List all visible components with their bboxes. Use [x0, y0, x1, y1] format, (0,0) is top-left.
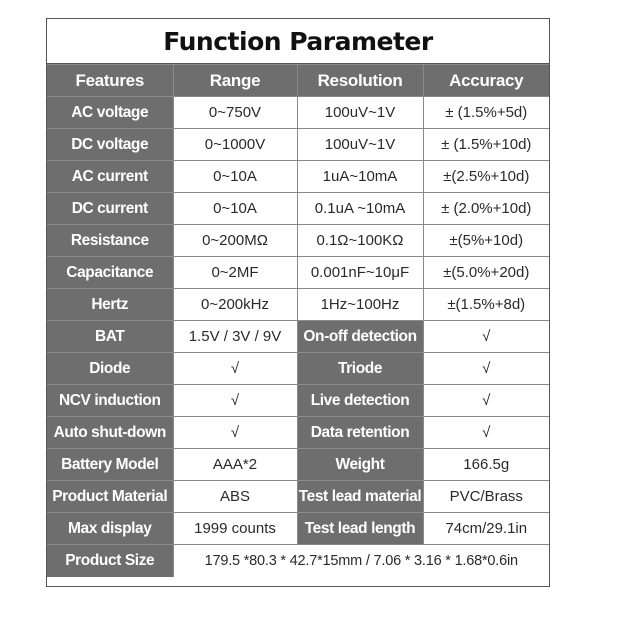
accuracy-value: ±(2.5%+10d): [423, 161, 549, 193]
feature-label: NCV induction: [47, 385, 173, 417]
spec-table: [47, 64, 549, 577]
feature-value: √: [173, 417, 297, 449]
table-row: [47, 513, 549, 545]
header-accuracy: Accuracy: [423, 65, 549, 97]
table-row: [47, 97, 549, 129]
feature-label: Max display: [47, 513, 173, 545]
feature-label: Battery Model: [47, 449, 173, 481]
resolution-value: 1uA~10mA: [297, 161, 423, 193]
feature-value: 1.5V / 3V / 9V: [173, 321, 297, 353]
accuracy-value: ± (2.0%+10d): [423, 193, 549, 225]
header-resolution: Resolution: [297, 65, 423, 97]
table-row: [47, 321, 549, 353]
resolution-value: 1Hz~100Hz: [297, 289, 423, 321]
feature-label: BAT: [47, 321, 173, 353]
feature-label: Auto shut-down: [47, 417, 173, 449]
table-row: [47, 225, 549, 257]
feature-label: Capacitance: [47, 257, 173, 289]
feature-label: AC current: [47, 161, 173, 193]
table-row: [47, 289, 549, 321]
resolution-value: 0.1Ω~100KΩ: [297, 225, 423, 257]
feature-value: 166.5g: [423, 449, 549, 481]
feature-label: Test lead length: [297, 513, 423, 545]
resolution-value: 0.001nF~10μF: [297, 257, 423, 289]
feature-label: Product Material: [47, 481, 173, 513]
range-value: 0~10A: [173, 161, 297, 193]
range-value: 0~10A: [173, 193, 297, 225]
feature-value: 74cm/29.1in: [423, 513, 549, 545]
feature-label: Resistance: [47, 225, 173, 257]
table-row: [47, 545, 549, 577]
table-row: [47, 129, 549, 161]
accuracy-value: ±(5%+10d): [423, 225, 549, 257]
header-features: Features: [47, 65, 173, 97]
feature-value: √: [173, 385, 297, 417]
table-row: [47, 449, 549, 481]
feature-label: Triode: [297, 353, 423, 385]
table-title: Function Parameter: [47, 19, 549, 64]
table-row: [47, 161, 549, 193]
product-size-value: 179.5 *80.3 * 42.7*15mm / 7.06 * 3.16 * 1.68*0.6in: [173, 545, 549, 577]
resolution-value: 100uV~1V: [297, 97, 423, 129]
feature-label: Weight: [297, 449, 423, 481]
accuracy-value: ±(5.0%+20d): [423, 257, 549, 289]
table-row: [47, 417, 549, 449]
feature-label: Diode: [47, 353, 173, 385]
feature-label: DC current: [47, 193, 173, 225]
range-value: 0~1000V: [173, 129, 297, 161]
accuracy-value: ±(1.5%+8d): [423, 289, 549, 321]
feature-label: Product Size: [47, 545, 173, 577]
feature-value: ABS: [173, 481, 297, 513]
feature-value: √: [423, 321, 549, 353]
feature-label: Test lead material: [297, 481, 423, 513]
feature-value: √: [423, 353, 549, 385]
range-value: 0~2MF: [173, 257, 297, 289]
feature-label: Hertz: [47, 289, 173, 321]
resolution-value: 100uV~1V: [297, 129, 423, 161]
feature-label: Data retention: [297, 417, 423, 449]
feature-label: Live detection: [297, 385, 423, 417]
feature-value: PVC/Brass: [423, 481, 549, 513]
feature-label: AC voltage: [47, 97, 173, 129]
accuracy-value: ± (1.5%+10d): [423, 129, 549, 161]
feature-value: AAA*2: [173, 449, 297, 481]
function-parameter-table: [46, 18, 550, 587]
feature-value: √: [423, 417, 549, 449]
range-value: 0~200kHz: [173, 289, 297, 321]
resolution-value: 0.1uA ~10mA: [297, 193, 423, 225]
table-row: [47, 353, 549, 385]
feature-label: DC voltage: [47, 129, 173, 161]
accuracy-value: ± (1.5%+5d): [423, 97, 549, 129]
table-row: [47, 385, 549, 417]
feature-value: √: [423, 385, 549, 417]
header-row: [47, 65, 549, 97]
range-value: 0~750V: [173, 97, 297, 129]
feature-value: √: [173, 353, 297, 385]
header-range: Range: [173, 65, 297, 97]
table-row: [47, 481, 549, 513]
table-row: [47, 257, 549, 289]
range-value: 0~200MΩ: [173, 225, 297, 257]
table-row: [47, 193, 549, 225]
feature-value: 1999 counts: [173, 513, 297, 545]
feature-label: On-off detection: [297, 321, 423, 353]
